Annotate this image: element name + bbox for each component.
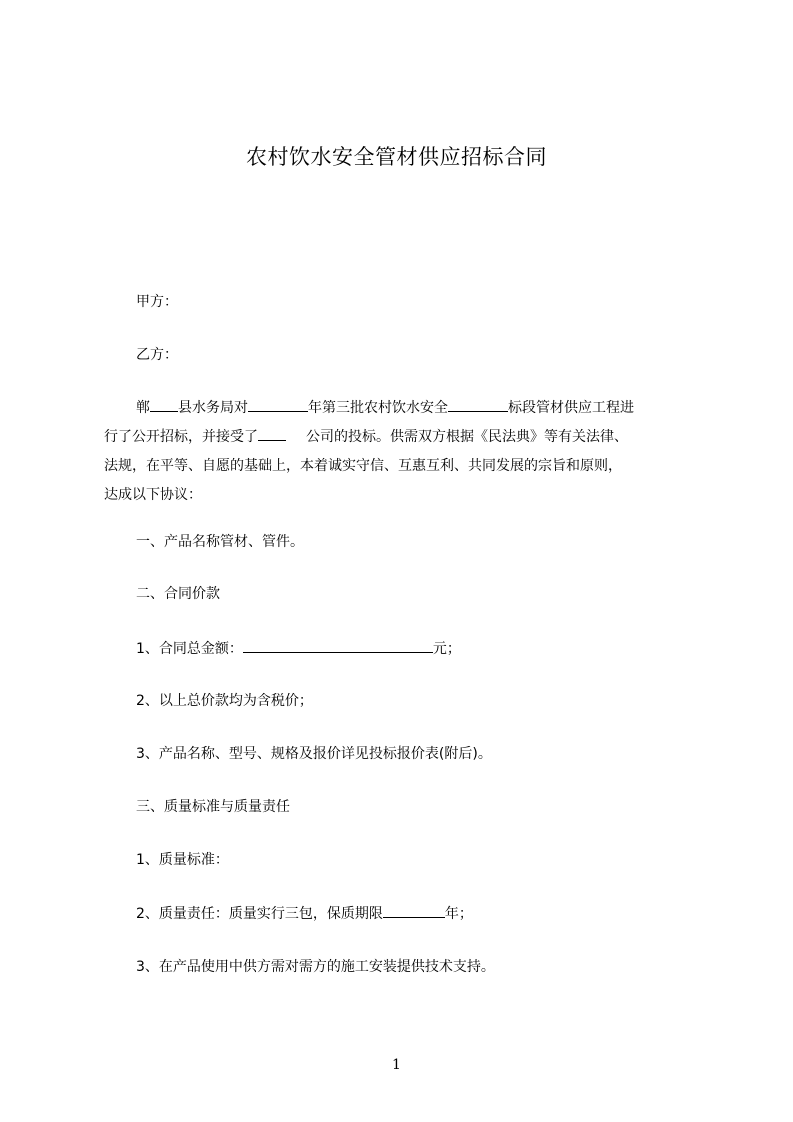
quality-responsibility-label: 2、质量责任：质量实行三包，保质期限 [136,906,383,922]
party-a-label: 甲方： [136,294,178,310]
section-1-heading: 一、产品名称管材、管件。 [136,534,304,550]
intro-text: 郸 [136,400,150,416]
intro-line-1 [104,394,704,423]
contract-amount-line [136,638,461,659]
intro-line-3: 法规，在平等、自愿的基础上，本着诚实守信、互惠互利、共同发展的宗旨和原则， [104,458,622,474]
party-b-label: 乙方： [136,347,178,363]
technical-support-line: 3、在产品使用中供方需对需方的施工安装提供技术支持。 [136,959,495,975]
company-blank [258,426,286,441]
page-number: 1 [392,1057,401,1073]
intro-text: 行了公开招标，并接受了 [104,429,258,445]
section-blank [448,397,508,412]
intro-text: 县水务局对 [178,400,248,416]
intro-line-2 [104,423,704,452]
amount-blank [243,638,433,653]
year-blank [248,397,308,412]
document-title: 农村饮水安全管材供应招标合同 [246,145,547,169]
tax-inclusive-line: 2、以上总价款均为含税价； [136,693,313,709]
intro-line-4: 达成以下协议： [104,487,202,503]
quality-standard-line: 1、质量标准： [136,852,229,868]
currency-unit: 元； [432,641,461,657]
product-spec-line: 3、产品名称、型号、规格及报价详见投标报价表(附后)。 [136,746,492,762]
intro-text: 标段管材供应工程进 [508,400,634,416]
intro-paragraph [104,394,704,510]
quality-responsibility-line [136,903,473,924]
county-blank [150,397,178,412]
contract-amount-label: 1、合同总金额： [136,641,243,657]
intro-text: 公司的投标。供需双方根据《民法典》等有关法律、 [306,429,628,445]
warranty-period-blank [383,903,445,918]
intro-text: 年第三批农村饮水安全 [308,400,448,416]
section-2-heading: 二、合同价款 [136,586,220,602]
warranty-unit: 年； [444,906,473,922]
section-3-heading: 三、质量标准与质量责任 [136,799,290,815]
